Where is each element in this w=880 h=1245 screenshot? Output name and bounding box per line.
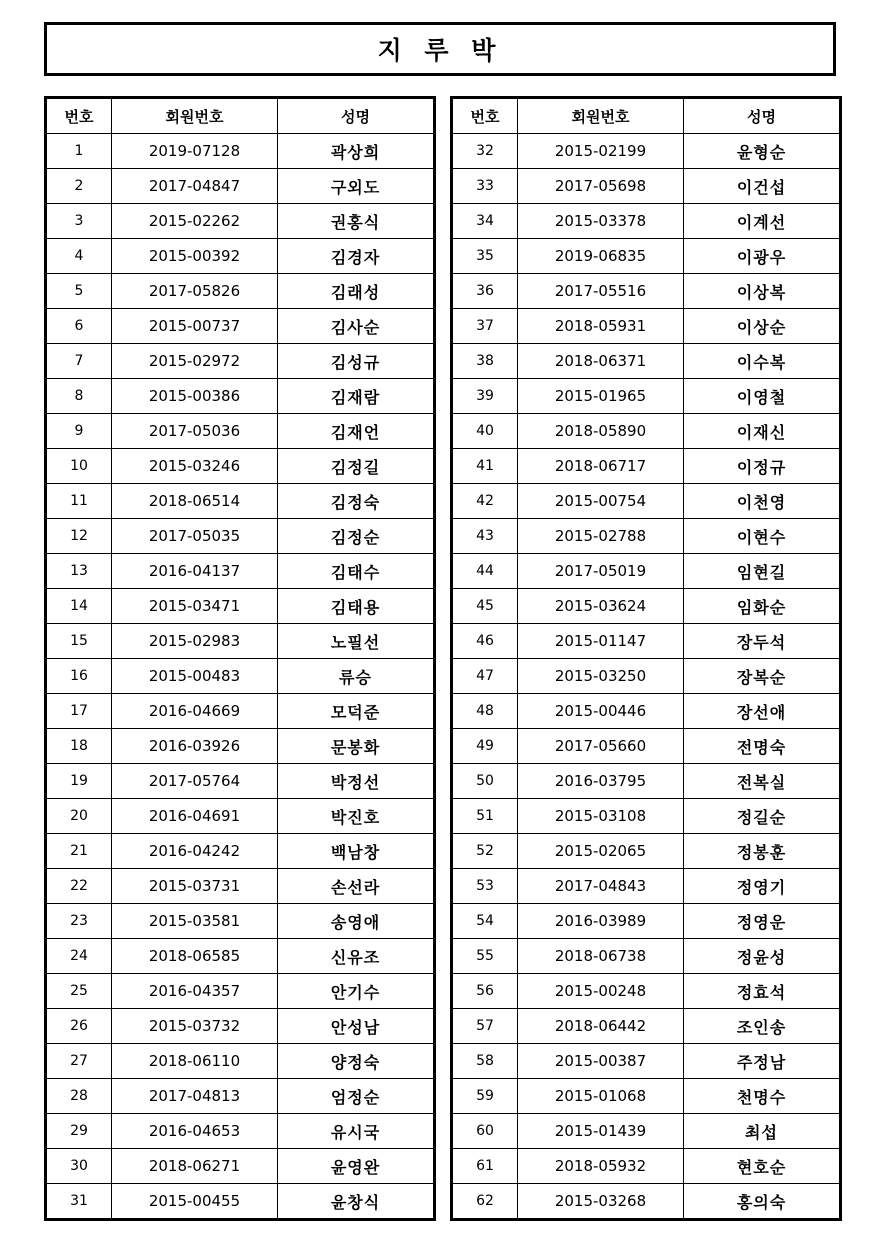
cell-name: 윤창식 <box>278 1184 435 1220</box>
cell-no: 42 <box>452 484 518 519</box>
cell-no: 31 <box>46 1184 112 1220</box>
cell-no: 55 <box>452 939 518 974</box>
cell-member-number: 2015-03624 <box>518 589 684 624</box>
cell-member-number: 2018-06585 <box>112 939 278 974</box>
cell-member-number: 2015-02065 <box>518 834 684 869</box>
member-table-right <box>450 96 842 1221</box>
cell-no: 13 <box>46 554 112 589</box>
cell-no: 60 <box>452 1114 518 1149</box>
table-row <box>46 414 435 449</box>
cell-member-number: 2019-07128 <box>112 134 278 169</box>
cell-no: 40 <box>452 414 518 449</box>
cell-member-number: 2015-02983 <box>112 624 278 659</box>
cell-name: 이정규 <box>684 449 841 484</box>
cell-member-number: 2017-05019 <box>518 554 684 589</box>
cell-no: 10 <box>46 449 112 484</box>
cell-name: 정영기 <box>684 869 841 904</box>
table-row <box>452 309 841 344</box>
column-header-no: 번호 <box>452 98 518 134</box>
cell-no: 24 <box>46 939 112 974</box>
cell-name: 김재언 <box>278 414 435 449</box>
cell-name: 김태용 <box>278 589 435 624</box>
cell-member-number: 2015-03246 <box>112 449 278 484</box>
cell-name: 전복실 <box>684 764 841 799</box>
cell-name: 박진호 <box>278 799 435 834</box>
table-row <box>46 659 435 694</box>
cell-member-number: 2015-03108 <box>518 799 684 834</box>
cell-no: 32 <box>452 134 518 169</box>
cell-member-number: 2017-05764 <box>112 764 278 799</box>
cell-member-number: 2016-04691 <box>112 799 278 834</box>
table-row <box>46 1079 435 1114</box>
cell-member-number: 2017-05035 <box>112 519 278 554</box>
document-title-box <box>44 22 836 76</box>
cell-name: 김래성 <box>278 274 435 309</box>
cell-name: 류승 <box>278 659 435 694</box>
cell-no: 12 <box>46 519 112 554</box>
cell-name: 정효석 <box>684 974 841 1009</box>
cell-name: 이건섭 <box>684 169 841 204</box>
cell-no: 53 <box>452 869 518 904</box>
cell-name: 김성규 <box>278 344 435 379</box>
cell-member-number: 2015-03268 <box>518 1184 684 1220</box>
cell-member-number: 2015-00483 <box>112 659 278 694</box>
table-row <box>46 134 435 169</box>
cell-member-number: 2015-00248 <box>518 974 684 1009</box>
table-row <box>46 869 435 904</box>
cell-member-number: 2015-00446 <box>518 694 684 729</box>
cell-name: 장복순 <box>684 659 841 694</box>
cell-no: 56 <box>452 974 518 1009</box>
cell-member-number: 2017-04843 <box>518 869 684 904</box>
cell-name: 이상복 <box>684 274 841 309</box>
cell-no: 23 <box>46 904 112 939</box>
table-row <box>452 694 841 729</box>
cell-member-number: 2015-02199 <box>518 134 684 169</box>
cell-no: 58 <box>452 1044 518 1079</box>
cell-no: 38 <box>452 344 518 379</box>
cell-member-number: 2017-05516 <box>518 274 684 309</box>
table-row <box>452 589 841 624</box>
table-row <box>46 1184 435 1220</box>
table-row <box>46 834 435 869</box>
cell-name: 유시국 <box>278 1114 435 1149</box>
table-row <box>46 939 435 974</box>
table-row <box>452 1044 841 1079</box>
table-row <box>46 379 435 414</box>
cell-name: 박정선 <box>278 764 435 799</box>
table-row <box>46 694 435 729</box>
cell-no: 39 <box>452 379 518 414</box>
table-row <box>452 1009 841 1044</box>
cell-no: 37 <box>452 309 518 344</box>
table-row <box>46 1009 435 1044</box>
cell-name: 김사순 <box>278 309 435 344</box>
cell-name: 모덕준 <box>278 694 435 729</box>
table-row <box>452 554 841 589</box>
page-title: 지 루 박 <box>377 36 503 65</box>
table-row <box>452 1114 841 1149</box>
cell-member-number: 2018-06738 <box>518 939 684 974</box>
table-row <box>46 239 435 274</box>
cell-name: 장두석 <box>684 624 841 659</box>
table-row <box>46 204 435 239</box>
column-header-member-number: 회원번호 <box>112 98 278 134</box>
table-row <box>46 904 435 939</box>
cell-member-number: 2016-04357 <box>112 974 278 1009</box>
cell-no: 30 <box>46 1149 112 1184</box>
cell-name: 곽상희 <box>278 134 435 169</box>
table-row <box>452 344 841 379</box>
cell-member-number: 2015-01965 <box>518 379 684 414</box>
cell-no: 2 <box>46 169 112 204</box>
cell-name: 전명숙 <box>684 729 841 764</box>
cell-member-number: 2015-03581 <box>112 904 278 939</box>
table-row <box>46 274 435 309</box>
cell-member-number: 2016-03989 <box>518 904 684 939</box>
cell-member-number: 2015-01068 <box>518 1079 684 1114</box>
cell-member-number: 2015-03250 <box>518 659 684 694</box>
cell-member-number: 2016-03795 <box>518 764 684 799</box>
table-body-left <box>46 134 435 1220</box>
member-tables <box>44 96 836 1221</box>
cell-name: 정영운 <box>684 904 841 939</box>
table-row <box>452 519 841 554</box>
cell-name: 이재신 <box>684 414 841 449</box>
cell-name: 김경자 <box>278 239 435 274</box>
table-row <box>46 1114 435 1149</box>
cell-name: 김재람 <box>278 379 435 414</box>
table-row <box>452 449 841 484</box>
table-row <box>46 344 435 379</box>
cell-member-number: 2015-00386 <box>112 379 278 414</box>
table-header-row <box>46 98 435 134</box>
cell-no: 36 <box>452 274 518 309</box>
cell-member-number: 2018-06514 <box>112 484 278 519</box>
cell-member-number: 2016-03926 <box>112 729 278 764</box>
cell-name: 정윤성 <box>684 939 841 974</box>
cell-name: 주정남 <box>684 1044 841 1079</box>
cell-member-number: 2017-05698 <box>518 169 684 204</box>
cell-no: 49 <box>452 729 518 764</box>
table-row <box>46 624 435 659</box>
cell-name: 장선애 <box>684 694 841 729</box>
cell-name: 임화순 <box>684 589 841 624</box>
table-row <box>452 729 841 764</box>
cell-member-number: 2018-06442 <box>518 1009 684 1044</box>
table-row <box>452 204 841 239</box>
column-header-name: 성명 <box>278 98 435 134</box>
cell-member-number: 2015-03731 <box>112 869 278 904</box>
cell-no: 61 <box>452 1149 518 1184</box>
cell-no: 5 <box>46 274 112 309</box>
cell-no: 1 <box>46 134 112 169</box>
cell-no: 45 <box>452 589 518 624</box>
cell-name: 윤영완 <box>278 1149 435 1184</box>
cell-name: 김정길 <box>278 449 435 484</box>
table-row <box>452 1079 841 1114</box>
cell-no: 20 <box>46 799 112 834</box>
table-row <box>46 1149 435 1184</box>
table-row <box>46 309 435 344</box>
cell-member-number: 2017-05660 <box>518 729 684 764</box>
cell-name: 임현길 <box>684 554 841 589</box>
cell-no: 17 <box>46 694 112 729</box>
table-row <box>452 974 841 1009</box>
cell-no: 19 <box>46 764 112 799</box>
cell-no: 3 <box>46 204 112 239</box>
cell-name: 이수복 <box>684 344 841 379</box>
cell-member-number: 2018-06271 <box>112 1149 278 1184</box>
table-row <box>46 554 435 589</box>
cell-no: 26 <box>46 1009 112 1044</box>
cell-member-number: 2015-02788 <box>518 519 684 554</box>
cell-name: 홍의숙 <box>684 1184 841 1220</box>
cell-no: 50 <box>452 764 518 799</box>
cell-no: 8 <box>46 379 112 414</box>
cell-member-number: 2015-00392 <box>112 239 278 274</box>
cell-no: 16 <box>46 659 112 694</box>
cell-member-number: 2015-01439 <box>518 1114 684 1149</box>
table-row <box>46 729 435 764</box>
cell-name: 문봉화 <box>278 729 435 764</box>
cell-name: 신유조 <box>278 939 435 974</box>
cell-name: 이계선 <box>684 204 841 239</box>
cell-no: 59 <box>452 1079 518 1114</box>
cell-name: 이영철 <box>684 379 841 414</box>
cell-name: 정길순 <box>684 799 841 834</box>
cell-no: 48 <box>452 694 518 729</box>
cell-member-number: 2015-01147 <box>518 624 684 659</box>
cell-member-number: 2015-03471 <box>112 589 278 624</box>
table-row <box>452 484 841 519</box>
cell-no: 52 <box>452 834 518 869</box>
cell-no: 34 <box>452 204 518 239</box>
table-row <box>452 1184 841 1220</box>
cell-member-number: 2016-04137 <box>112 554 278 589</box>
cell-no: 11 <box>46 484 112 519</box>
cell-name: 이현수 <box>684 519 841 554</box>
cell-member-number: 2015-02972 <box>112 344 278 379</box>
cell-name: 김정순 <box>278 519 435 554</box>
cell-name: 안성남 <box>278 1009 435 1044</box>
cell-member-number: 2016-04242 <box>112 834 278 869</box>
table-row <box>46 484 435 519</box>
cell-no: 29 <box>46 1114 112 1149</box>
cell-member-number: 2017-05826 <box>112 274 278 309</box>
cell-name: 양정숙 <box>278 1044 435 1079</box>
table-row <box>452 624 841 659</box>
cell-no: 25 <box>46 974 112 1009</box>
cell-no: 21 <box>46 834 112 869</box>
cell-no: 7 <box>46 344 112 379</box>
cell-name: 이광우 <box>684 239 841 274</box>
cell-no: 9 <box>46 414 112 449</box>
cell-no: 54 <box>452 904 518 939</box>
cell-no: 22 <box>46 869 112 904</box>
table-row <box>46 799 435 834</box>
cell-name: 구외도 <box>278 169 435 204</box>
cell-member-number: 2018-06110 <box>112 1044 278 1079</box>
cell-no: 15 <box>46 624 112 659</box>
column-header-member-number: 회원번호 <box>518 98 684 134</box>
cell-member-number: 2016-04653 <box>112 1114 278 1149</box>
cell-name: 엄정순 <box>278 1079 435 1114</box>
cell-no: 44 <box>452 554 518 589</box>
cell-name: 김태수 <box>278 554 435 589</box>
cell-no: 14 <box>46 589 112 624</box>
table-row <box>452 904 841 939</box>
cell-member-number: 2015-00754 <box>518 484 684 519</box>
cell-no: 6 <box>46 309 112 344</box>
cell-member-number: 2015-00737 <box>112 309 278 344</box>
cell-name: 이천영 <box>684 484 841 519</box>
table-row <box>452 379 841 414</box>
table-row <box>452 834 841 869</box>
table-row <box>452 799 841 834</box>
cell-member-number: 2015-00387 <box>518 1044 684 1079</box>
cell-member-number: 2018-05932 <box>518 1149 684 1184</box>
cell-no: 46 <box>452 624 518 659</box>
cell-member-number: 2018-06371 <box>518 344 684 379</box>
cell-member-number: 2018-05890 <box>518 414 684 449</box>
table-row <box>452 239 841 274</box>
cell-no: 27 <box>46 1044 112 1079</box>
column-header-no: 번호 <box>46 98 112 134</box>
table-row <box>452 169 841 204</box>
table-header-row <box>452 98 841 134</box>
cell-no: 41 <box>452 449 518 484</box>
cell-name: 권홍식 <box>278 204 435 239</box>
cell-no: 51 <box>452 799 518 834</box>
cell-name: 손선라 <box>278 869 435 904</box>
table-row <box>46 764 435 799</box>
cell-member-number: 2018-05931 <box>518 309 684 344</box>
cell-no: 4 <box>46 239 112 274</box>
table-row <box>452 414 841 449</box>
cell-member-number: 2017-05036 <box>112 414 278 449</box>
table-row <box>452 1149 841 1184</box>
cell-no: 57 <box>452 1009 518 1044</box>
cell-no: 28 <box>46 1079 112 1114</box>
column-header-name: 성명 <box>684 98 841 134</box>
table-row <box>452 869 841 904</box>
cell-name: 송영애 <box>278 904 435 939</box>
cell-name: 김정숙 <box>278 484 435 519</box>
table-row <box>452 274 841 309</box>
table-row <box>452 764 841 799</box>
cell-member-number: 2018-06717 <box>518 449 684 484</box>
cell-member-number: 2019-06835 <box>518 239 684 274</box>
table-row <box>46 169 435 204</box>
cell-no: 43 <box>452 519 518 554</box>
cell-no: 47 <box>452 659 518 694</box>
cell-name: 백남창 <box>278 834 435 869</box>
cell-member-number: 2017-04847 <box>112 169 278 204</box>
cell-member-number: 2015-03378 <box>518 204 684 239</box>
cell-member-number: 2015-00455 <box>112 1184 278 1220</box>
table-row <box>46 974 435 1009</box>
table-row <box>452 939 841 974</box>
table-row <box>46 449 435 484</box>
table-row <box>46 1044 435 1079</box>
table-row <box>46 589 435 624</box>
cell-no: 33 <box>452 169 518 204</box>
cell-name: 최섭 <box>684 1114 841 1149</box>
cell-name: 정봉훈 <box>684 834 841 869</box>
cell-member-number: 2017-04813 <box>112 1079 278 1114</box>
cell-member-number: 2015-03732 <box>112 1009 278 1044</box>
cell-name: 조인송 <box>684 1009 841 1044</box>
table-body-right <box>452 134 841 1220</box>
cell-name: 노필선 <box>278 624 435 659</box>
cell-no: 62 <box>452 1184 518 1220</box>
table-row <box>452 659 841 694</box>
cell-name: 안기수 <box>278 974 435 1009</box>
member-table-left <box>44 96 436 1221</box>
cell-name: 윤형순 <box>684 134 841 169</box>
cell-no: 35 <box>452 239 518 274</box>
table-row <box>452 134 841 169</box>
cell-member-number: 2015-02262 <box>112 204 278 239</box>
cell-name: 천명수 <box>684 1079 841 1114</box>
table-row <box>46 519 435 554</box>
cell-name: 이상순 <box>684 309 841 344</box>
cell-member-number: 2016-04669 <box>112 694 278 729</box>
cell-name: 현호순 <box>684 1149 841 1184</box>
cell-no: 18 <box>46 729 112 764</box>
